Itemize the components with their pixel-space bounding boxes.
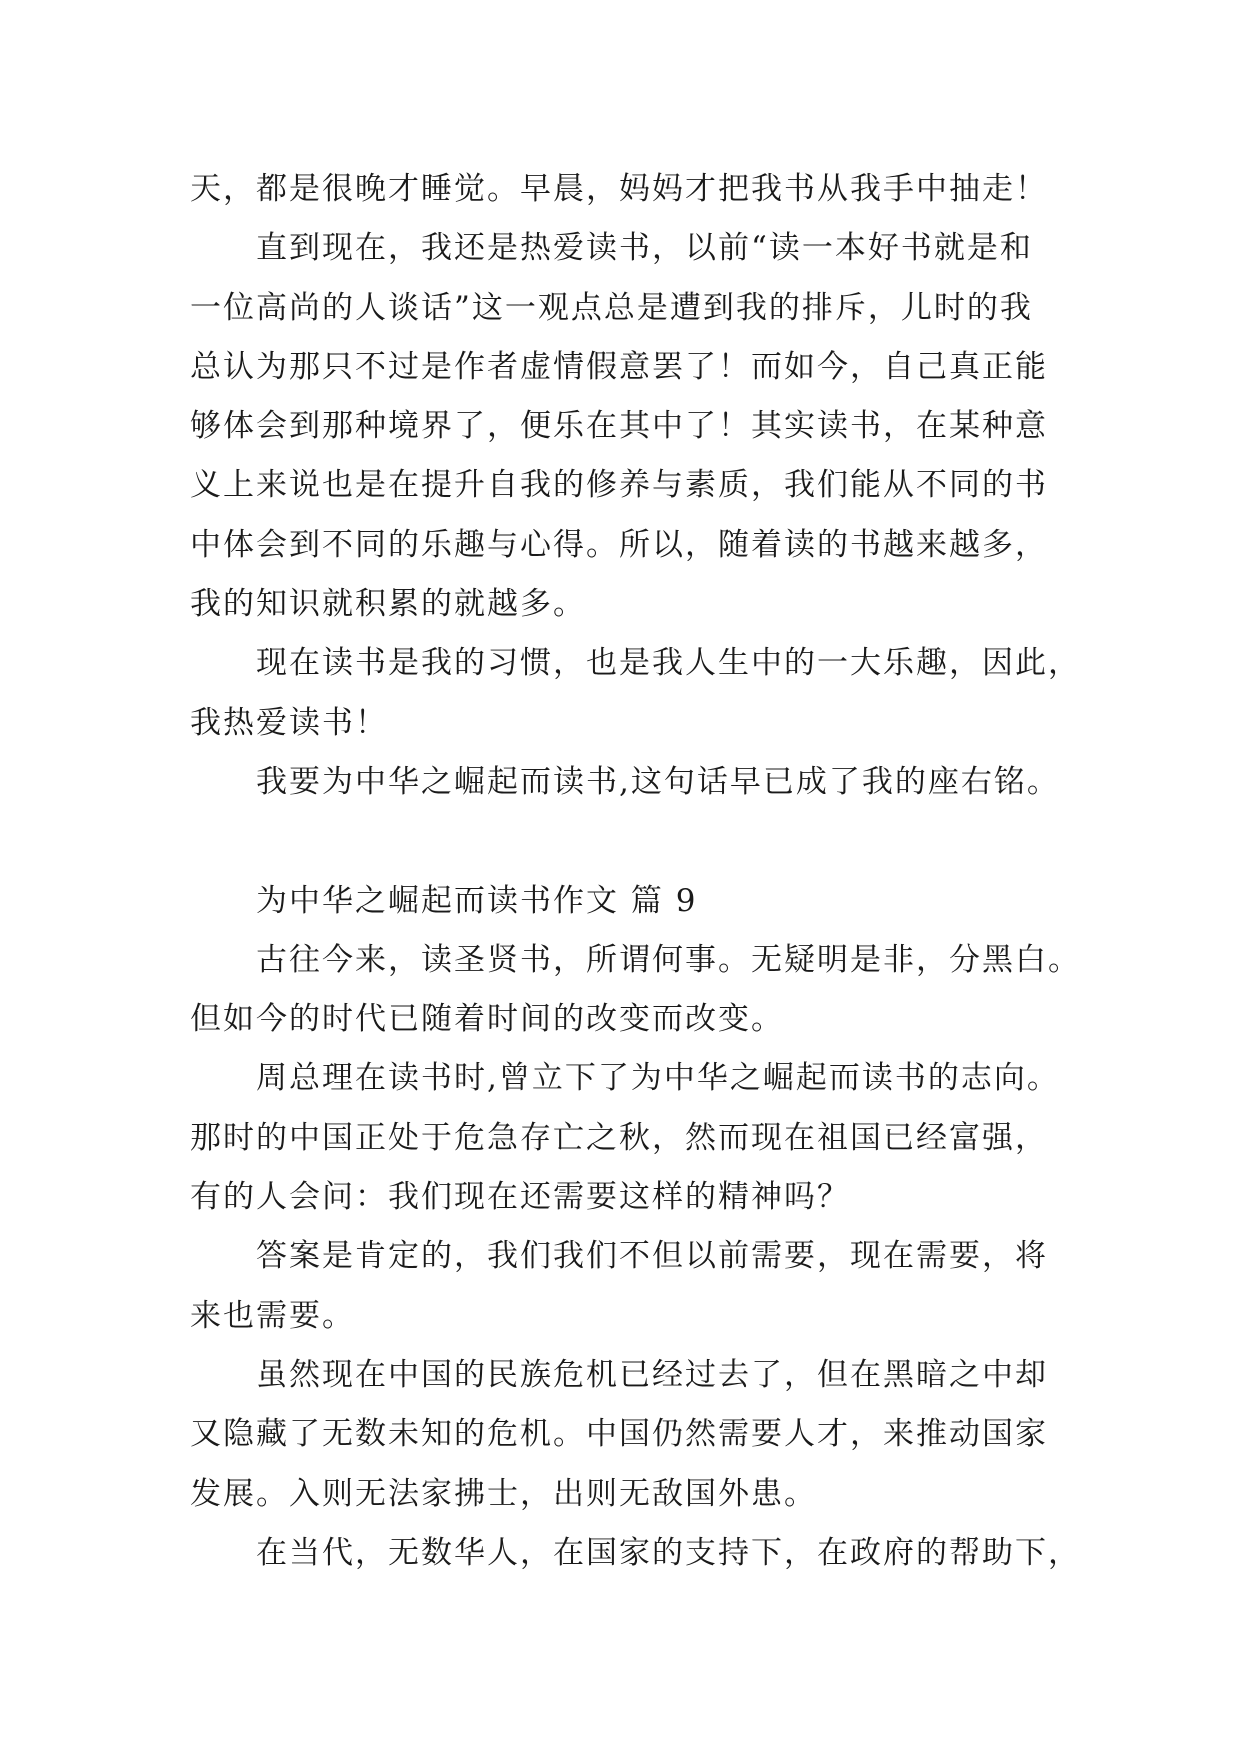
text-line: 但如今的时代已随着时间的改变而改变。 <box>190 1001 784 1038</box>
text-line: 够体会到那种境界了，便乐在其中了！其实读书，在某种意 <box>190 408 1048 445</box>
text-line: 在当代，无数华人，在国家的支持下，在政府的帮助下， <box>256 1534 1081 1571</box>
text-line: 周总理在读书时,曾立下了为中华之崛起而读书的志向。 <box>256 1060 1060 1097</box>
text-line: 我热爱读书！ <box>190 704 388 741</box>
text-line: 我的知识就积累的就越多。 <box>190 586 586 623</box>
body-text <box>190 160 1080 1583</box>
text-line: 我要为中华之崛起而读书,这句话早已成了我的座右铭。 <box>256 763 1060 800</box>
text-line: 答案是肯定的，我们我们不但以前需要，现在需要，将 <box>256 1238 1048 1275</box>
text-line: 一位高尚的人谈话”这一观点总是遭到我的排斥，儿时的我 <box>190 289 1033 326</box>
text-line: 古往今来，读圣贤书，所谓何事。无疑明是非，分黑白。 <box>256 941 1081 978</box>
text-line: 又隐藏了无数未知的危机。中国仍然需要人才，来推动国家 <box>190 1416 1048 1453</box>
text-line: 虽然现在中国的民族危机已经过去了，但在黑暗之中却 <box>256 1356 1048 1393</box>
blank-line <box>190 812 1080 871</box>
section-heading: 为中华之崛起而读书作文 篇 9 <box>256 882 698 919</box>
text-line: 直到现在，我还是热爱读书，以前“读一本好书就是和 <box>256 230 1033 267</box>
text-line: 那时的中国正处于危急存亡之秋，然而现在祖国已经富强， <box>190 1119 1048 1156</box>
text-line: 发展。入则无法家拂士，出则无敌国外患。 <box>190 1475 817 1512</box>
text-line: 有的人会问：我们现在还需要这样的精神吗？ <box>190 1179 850 1216</box>
text-line: 来也需要。 <box>190 1297 355 1334</box>
text-line: 中体会到不同的乐趣与心得。所以，随着读的书越来越多， <box>190 526 1048 563</box>
text-line: 义上来说也是在提升自我的修养与素质，我们能从不同的书 <box>190 467 1048 504</box>
text-line: 现在读书是我的习惯，也是我人生中的一大乐趣，因此， <box>256 645 1081 682</box>
text-line: 天，都是很晚才睡觉。早晨，妈妈才把我书从我手中抽走！ <box>190 171 1048 207</box>
text-line: 总认为那只不过是作者虚情假意罢了！而如今，自己真正能 <box>190 348 1048 385</box>
